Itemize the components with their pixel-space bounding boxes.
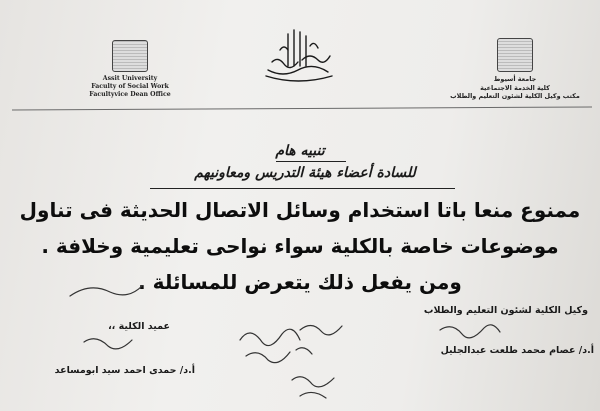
dean-name: أ.د/ حمدى احمد سيد ابومساعد [54,365,195,376]
university-logo-icon [112,40,148,72]
header-left-line: Assit University [102,75,158,82]
faculty-logo-icon [497,38,533,72]
header-left-line: Facultyvice Dean Office [89,91,171,98]
notice-body-line: ومن يفعل ذلك يتعرض للمسائلة . [138,270,462,294]
header-right-line: جامعة أسيوط [493,75,537,83]
header-right-line: مكتب وكيل الكلية لشئون التعليم والطلاب [450,92,580,100]
basmala-calligraphy-icon [258,26,338,88]
title-underline [276,161,346,162]
notice-body-line: موضوعات خاصة بالكلية سواء نواحى تعليمية وخلافة . [41,234,559,258]
vice-dean-title: وكيل الكلية لشئون التعليم والطلاب [423,305,588,316]
header-right [435,38,595,101]
notice-addressee: للسادة أعضاء هيئة التدريس ومعاونيهم [194,165,416,181]
vice-dean-name: أ.د/ عصام محمد طلعت عبدالجليل [440,345,594,356]
header-right-line: كلية الخدمة الاجتماعية [480,83,550,92]
addressee-underline [150,188,455,189]
dean-title: عميد الكلية ،، [108,321,170,332]
header-divider [12,106,592,110]
header-left-line: Faculty of Social Work [91,83,169,90]
notice-title: تنبيه هام [275,143,325,159]
notice-body-line: ممنوع منعا باتا استخدام وسائل الاتصال الحديثة فى تناول [19,198,581,222]
header-left [70,40,190,99]
